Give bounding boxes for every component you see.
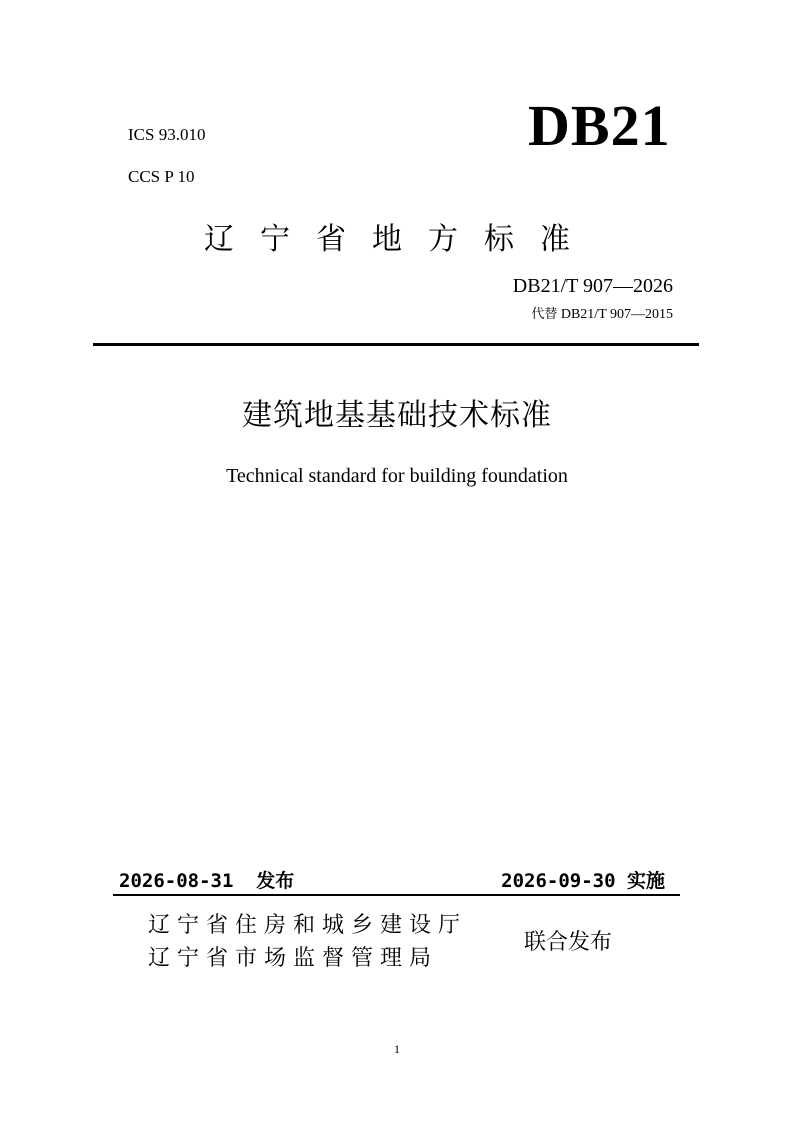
- issue-date-line: [119, 866, 294, 893]
- issue-date: 2026-08-31: [119, 870, 234, 892]
- issuing-authority-1: 辽宁省住房和城乡建设厅: [148, 913, 468, 938]
- top-divider: [93, 343, 699, 346]
- page-number: 1: [394, 1042, 400, 1056]
- replaces-label: 代替: [531, 307, 558, 322]
- joint-issue-label: 联合发布: [524, 930, 613, 955]
- effective-date-line: [501, 866, 665, 893]
- title-chinese: 建筑地基基础技术标准: [242, 398, 552, 433]
- standard-type-heading: 辽宁省地方标准: [204, 222, 596, 257]
- issue-label: 发布: [256, 870, 295, 892]
- replaces-number: DB21/T 907—2015: [560, 307, 673, 322]
- ics-code: ICS 93.010: [128, 125, 206, 144]
- replaces-line: [531, 303, 673, 323]
- issuing-authority-2: 辽宁省市场监督管理局: [148, 946, 439, 971]
- bottom-divider: [113, 894, 680, 896]
- title-english: Technical standard for building foundation: [226, 465, 568, 487]
- effective-date: 2026-09-30: [501, 870, 616, 892]
- db-code-logo: DB21: [528, 93, 671, 158]
- ccs-code: CCS P 10: [128, 167, 195, 186]
- standard-number: DB21/T 907—2026: [512, 275, 673, 297]
- effective-label: 实施: [626, 870, 665, 892]
